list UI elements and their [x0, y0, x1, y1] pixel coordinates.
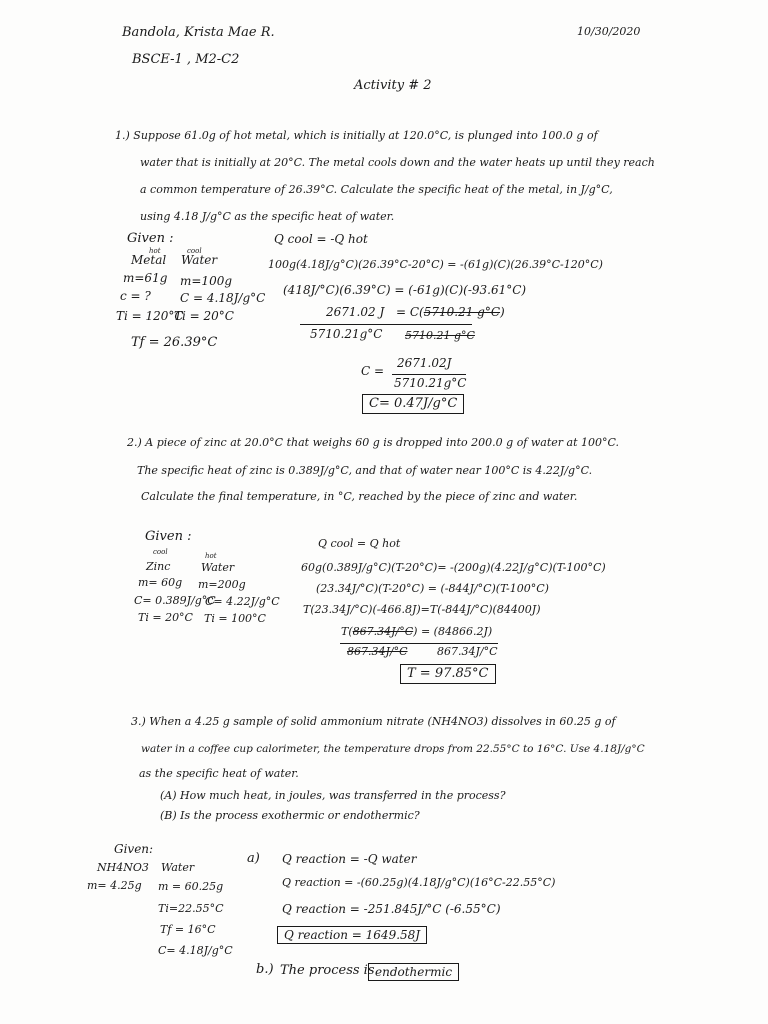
p2-eq-6-right: 867.34J/°C	[437, 645, 498, 658]
problem-1-line-3: a common temperature of 26.39°C. Calculate the specific heat of the metal, in J/g°C,	[140, 183, 613, 196]
p3-water-tf: Tf = 16°C	[160, 923, 216, 936]
p1-given-heading: Given :	[127, 231, 174, 246]
p3-water-label: Water	[161, 861, 195, 874]
student-name: Bandola, Krista Mae R.	[122, 25, 275, 40]
p3-part-b-label: b.)	[256, 962, 274, 977]
p3-answer-b-box: endothermic	[368, 963, 459, 981]
p2-zinc-label: Zinc	[146, 560, 171, 573]
p1-water-c: C = 4.18J/g°C	[180, 291, 266, 305]
p1-water-mass: m=100g	[180, 274, 233, 288]
p2-hot-label: hot	[205, 552, 217, 560]
p1-final-temp: Tf = 26.39°C	[131, 335, 218, 350]
p3-eq-3: Q reaction = -251.845J/°C (-6.55°C)	[282, 902, 501, 916]
p2-cool-label: cool	[153, 548, 168, 556]
p1-cool-label: cool	[187, 247, 202, 255]
problem-3-sub-a: (A) How much heat, in joules, was transferred in the process?	[160, 789, 506, 802]
p2-zinc-mass: m= 60g	[138, 576, 183, 589]
p2-given-heading: Given :	[145, 529, 192, 544]
p2-eq-2: 60g(0.389J/g°C)(T-20°C)= -(200g)(4.22J/g°C)(T-100°C)	[301, 561, 606, 574]
problem-2-line-2: The specific heat of zinc is 0.389J/g°C, and that of water near 100°C is 4.22J/g°C.	[137, 464, 593, 477]
p3-part-b-text: The process is	[280, 963, 375, 978]
p3-water-mass: m = 60.25g	[158, 880, 224, 893]
date: 10/30/2020	[577, 25, 641, 38]
p2-water-mass: m=200g	[198, 578, 246, 591]
p2-eq-6-left: 867.34J/°C	[347, 645, 408, 658]
p1-hot-label: hot	[149, 247, 161, 255]
course-section: BSCE-1 , M2-C2	[132, 52, 240, 67]
p2-eq-3: (23.34J/°C)(T-20°C) = (-844J/°C)(T-100°C)	[316, 582, 549, 595]
problem-2-line-3: Calculate the final temperature, in °C, reached by the piece of zinc and water.	[141, 490, 578, 503]
p2-water-label: Water	[201, 561, 235, 574]
p1-eq-6-lhs: C =	[361, 364, 385, 378]
p3-eq-1: Q reaction = -Q water	[282, 852, 417, 866]
p2-zinc-ti: Ti = 20°C	[138, 611, 193, 624]
activity-title: Activity # 2	[354, 78, 432, 93]
p2-eq-5: T(867.34J/°C) = (84866.2J)	[341, 625, 493, 638]
p3-nh4no3-label: NH4NO3	[97, 861, 149, 874]
p1-water-label: Water	[181, 253, 218, 267]
p2-fraction-bar	[340, 643, 498, 644]
p1-eq-4-right: = C(5710.21 g°C)	[396, 305, 505, 319]
p2-answer-box: T = 97.85°C	[400, 664, 496, 684]
problem-3-line-2: water in a coffee cup calorimeter, the temperature drops from 22.55°C to 16°C. Use 4.18J/g°C	[141, 743, 645, 755]
problem-2-line-1: 2.) A piece of zinc at 20.0°C that weighs 60 g is dropped into 200.0 g of water at 100°C.	[127, 436, 620, 449]
p1-fraction-bar	[300, 324, 472, 325]
problem-1-line-4: using 4.18 J/g°C as the specific heat of water.	[140, 210, 395, 223]
p1-metal-label: Metal	[131, 253, 167, 267]
p1-eq-6-den: 5710.21g°C	[394, 376, 467, 390]
p2-water-ti: Ti = 100°C	[204, 612, 266, 625]
p2-zinc-c: C= 0.389J/g°C	[134, 594, 216, 607]
p1-eq-1: Q cool = -Q hot	[274, 232, 368, 246]
p1-eq-6-num: 2671.02J	[397, 356, 452, 370]
p3-given-heading: Given:	[114, 842, 154, 856]
p1-metal-c: c = ?	[120, 289, 151, 303]
p1-eq-5-right: 5710.21 g°C	[405, 329, 475, 342]
p1-eq-2: 100g(4.18J/g°C)(26.39°C-20°C) = -(61g)(C)(26.39°C-120°C)	[268, 258, 603, 271]
p2-eq-1: Q cool = Q hot	[318, 537, 401, 550]
p1-answer-box: C= 0.47J/g°C	[362, 394, 464, 414]
p1-metal-mass: m=61g	[123, 271, 168, 285]
problem-1-line-2: water that is initially at 20°C. The metal cools down and the water heats up until they reach	[140, 156, 655, 169]
p3-eq-2: Q reaction = -(60.25g)(4.18J/g°C)(16°C-22.55°C)	[282, 876, 556, 889]
p3-nh4no3-mass: m= 4.25g	[87, 879, 142, 892]
problem-1-line-1: 1.) Suppose 61.0g of hot metal, which is initially at 120.0°C, is plunged into 100.0 g of	[115, 129, 598, 142]
problem-3-line-3: as the specific heat of water.	[139, 767, 299, 780]
p1-eq-6-bar	[392, 374, 466, 375]
p3-answer-a-box: Q reaction = 1649.58J	[277, 926, 427, 944]
problem-3-line-1: 3.) When a 4.25 g sample of solid ammonium nitrate (NH4NO3) dissolves in 60.25 g of	[131, 715, 616, 728]
p1-water-ti: Ti = 20°C	[174, 309, 234, 323]
p3-water-ti: Ti=22.55°C	[158, 902, 224, 915]
problem-3-sub-b: (B) Is the process exothermic or endothermic?	[160, 809, 420, 822]
p2-eq-4: T(23.34J/°C)(-466.8J)=T(-844J/°C)(84400J)	[303, 603, 541, 616]
p3-water-c: C= 4.18J/g°C	[158, 944, 233, 957]
p1-eq-3: (418J/°C)(6.39°C) = (-61g)(C)(-93.61°C)	[283, 283, 527, 297]
p1-eq-4-left: 2671.02 J	[326, 305, 385, 319]
p1-eq-5-left: 5710.21g°C	[310, 327, 383, 341]
p2-water-c: C= 4.22J/g°C	[205, 595, 280, 608]
p1-metal-ti: Ti = 120°C	[116, 309, 184, 323]
p3-part-a-label: a)	[247, 851, 260, 866]
